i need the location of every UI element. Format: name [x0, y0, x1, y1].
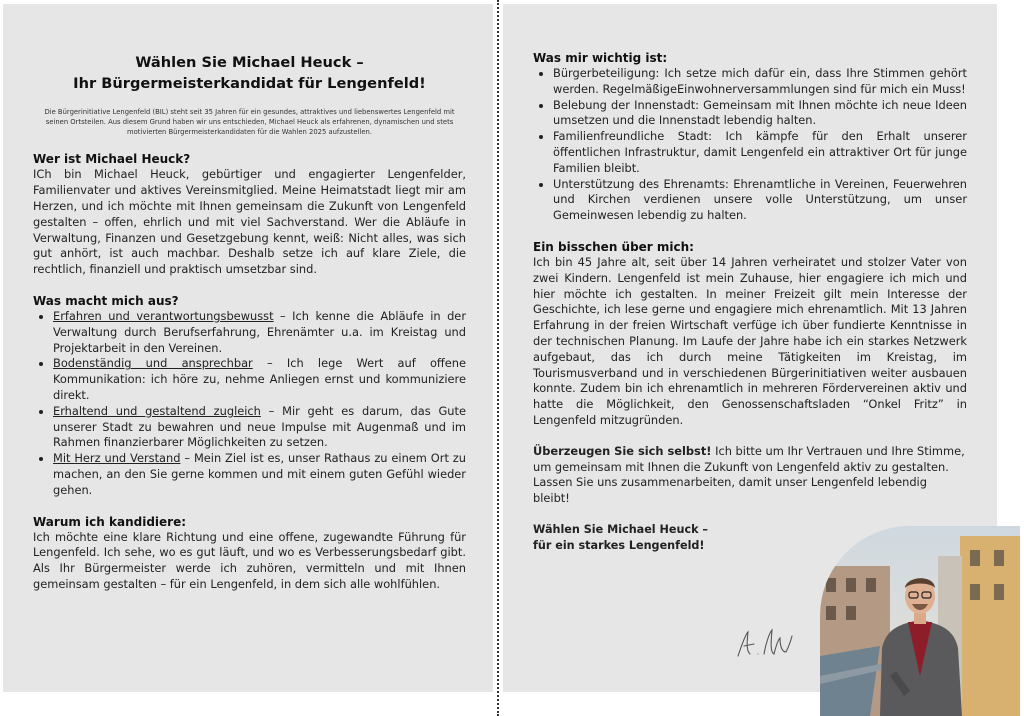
list-item — [53, 451, 466, 498]
about-heading: Ein bisschen über mich: — [533, 239, 694, 254]
why-text: Ich möchte eine klare Richtung und eine offene, zugewandte Führung für Lengenfeld. Ich sehe, wo es gut läuft, und wo es Verbesserungsbedarf gibt. Als Ihr Bürgermeister werde ich zuhören, vermitteln und mit Ihnen gemeinsam gestalten – für ein Lengenfeld, in dem sich alle wohlfühlen. — [33, 529, 466, 591]
signature-image — [734, 624, 798, 664]
list-item: • Bürgerbeteiligung: Ich setze mich dafür ein, dass Ihre Stimmen gehört werden. RegelmäßigeEinwohnerversammlungen sind für mich ein Muss! — [553, 66, 967, 98]
convince-bold: Überzeugen Sie sich selbst! — [533, 443, 712, 458]
list-item-text: – Ich kenne die Abläufe in der Verwaltung durch Berufserfahrung, Ehrenämter u.a. im Kreistag und Projektarbeit in den Vereinen. — [53, 308, 466, 355]
candidate-photo — [820, 526, 1020, 716]
what-list — [33, 309, 466, 499]
list-item: • Familienfreundliche Stadt: Ich kämpfe für den Erhalt unserer öffentlichen Infrastruktur, damit Lengenfeld ein attraktiver Ort für junge Familien bleibt. — [553, 129, 967, 176]
list-item-term: Erhaltend und gestaltend zugleich — [53, 403, 261, 418]
intro-text: Die Bürgerinitiative Lengenfeld (BIL) steht seit 35 Jahren für ein gesundes, attraktives und liebenswertes Lengenfeld mit seinen Ortsteilen. Aus diesem Grund haben wir uns entschieden, Michael Heuck als erfahrenen, dynamischen und stets motivierten Bürgermeisterkandidaten für die Wahlen 2025 aufzustellen. — [44, 108, 455, 136]
list-item-text: – Ich lege Wert auf offene Kommunikation: ich höre zu, nehme Anliegen ernst und kommuniziere direkt. — [53, 356, 466, 402]
about-text: Ich bin 45 Jahre alt, seit über 14 Jahren verheiratet und stolzer Vater von zwei Kindern. Lengenfeld ist mein Zuhause, hier engagiere ich mich und hier möchte ich gestalten. In meiner Freizeit gilt mein Interesse der Geschichte, ich lese gerne und engagiere mich ehrenamtlich. Mit 13 Jahren Erfahrung in der freien Wirtschaft verfüge ich über fundierte Kenntnisse in der technischen Planung. Im Laufe der Jahre habe ich ein starkes Netzwerk aufgebaut, das ich durch meine Tätigkeiten im Kreistag, im Tourismusverband und in verschiedenen Bürgerinitiativen weiter ausbauen konnte. Zudem bin ich ehrenamtlich in mehreren Fördervereinen aktiv und hatte die Möglichkeit, den Genossenschaftsladen “Onkel Fritz” in Lengenfeld mitzugründen. — [533, 254, 967, 427]
list-item-text: – Mir geht es darum, das Gute unserer Stadt zu bewahren und neue Impulse mit Augenmaß und im Rahmen finanzierbarer Möglichkeiten zu setzen. — [53, 403, 466, 450]
what-heading: Was macht mich aus? — [33, 293, 179, 308]
title-line-1: Wählen Sie Michael Heuck – — [135, 54, 364, 71]
list-item-term: Bodenständig und ansprechbar — [53, 356, 253, 371]
section-what — [33, 293, 466, 499]
list-item — [53, 404, 466, 451]
who-text: ICh bin Michael Heuck, gebürtiger und engagierter Lengenfelder, Familienvater und aktives Vereinsmitglied. Meine Heimatstadt liegt mir am Herzen, und ich möchte mit Ihnen gemeinsam die Zukunft von Lengenfeld gestalten – offen, ehrlich und mit viel Sachverstand. Wer die Abläufe in Verwaltung, Finanzen und Gesetzgebung kennt, weiß: Nicht alles, was sich gut anhört, ist auch machbar. Deshalb setze ich auf klare Ziele, die rechtlich, finanziell und praktisch umsetzbar sind. — [33, 167, 466, 277]
list-item — [53, 356, 466, 403]
closing-line-2: für ein starkes Lengenfeld! — [533, 538, 705, 552]
section-why — [33, 514, 466, 593]
important-list — [533, 66, 967, 224]
section-convince — [533, 444, 967, 507]
list-item: • Belebung der Innenstadt: Gemeinsam mit Ihnen möchte ich neue Ideen umsetzen und die Innenstadt lebendig halten. — [553, 98, 967, 130]
fold-divider — [497, 0, 499, 716]
title-line-2: Ihr Bürgermeisterkandidat für Lengenfeld! — [73, 75, 426, 92]
left-column — [33, 52, 466, 608]
list-item — [53, 309, 466, 356]
important-heading: Was mir wichtig ist: — [533, 51, 668, 65]
list-item: • Unterstützung des Ehrenamts: Ehrenamtliche in Vereinen, Feuerwehren und Kirchen verdienen unsere volle Unterstützung, um unser Gemeinwesen lebendig zu halten. — [553, 177, 967, 224]
why-heading: Warum ich kandidiere: — [33, 514, 187, 529]
convince-body: Ich bitte um Ihr Vertrauen und Ihre Stimme, um gemeinsam mit Ihnen die Zukunft von Lengenfeld aktiv zu gestalten. Lassen Sie uns zusammenarbeiten, damit unser Lengenfeld lebendig bleibt! — [533, 443, 965, 506]
page-title — [33, 52, 466, 94]
list-item-term: Mit Herz und Verstand — [53, 451, 181, 466]
section-about — [533, 239, 967, 429]
section-who — [33, 151, 466, 278]
closing-line-1: Wählen Sie Michael Heuck – — [533, 522, 709, 536]
section-important — [533, 50, 967, 224]
right-column — [533, 50, 967, 554]
convince-text — [533, 444, 967, 507]
list-item-text: – Mein Ziel ist es, unser Rathaus zu einem Ort zu machen, an den Sie gerne kommen und mit einem guten Gefühl wieder gehen. — [53, 451, 466, 497]
list-item-term: Erfahren und verantwortungsbewusst — [53, 308, 274, 323]
who-heading: Wer ist Michael Heuck? — [33, 152, 191, 167]
